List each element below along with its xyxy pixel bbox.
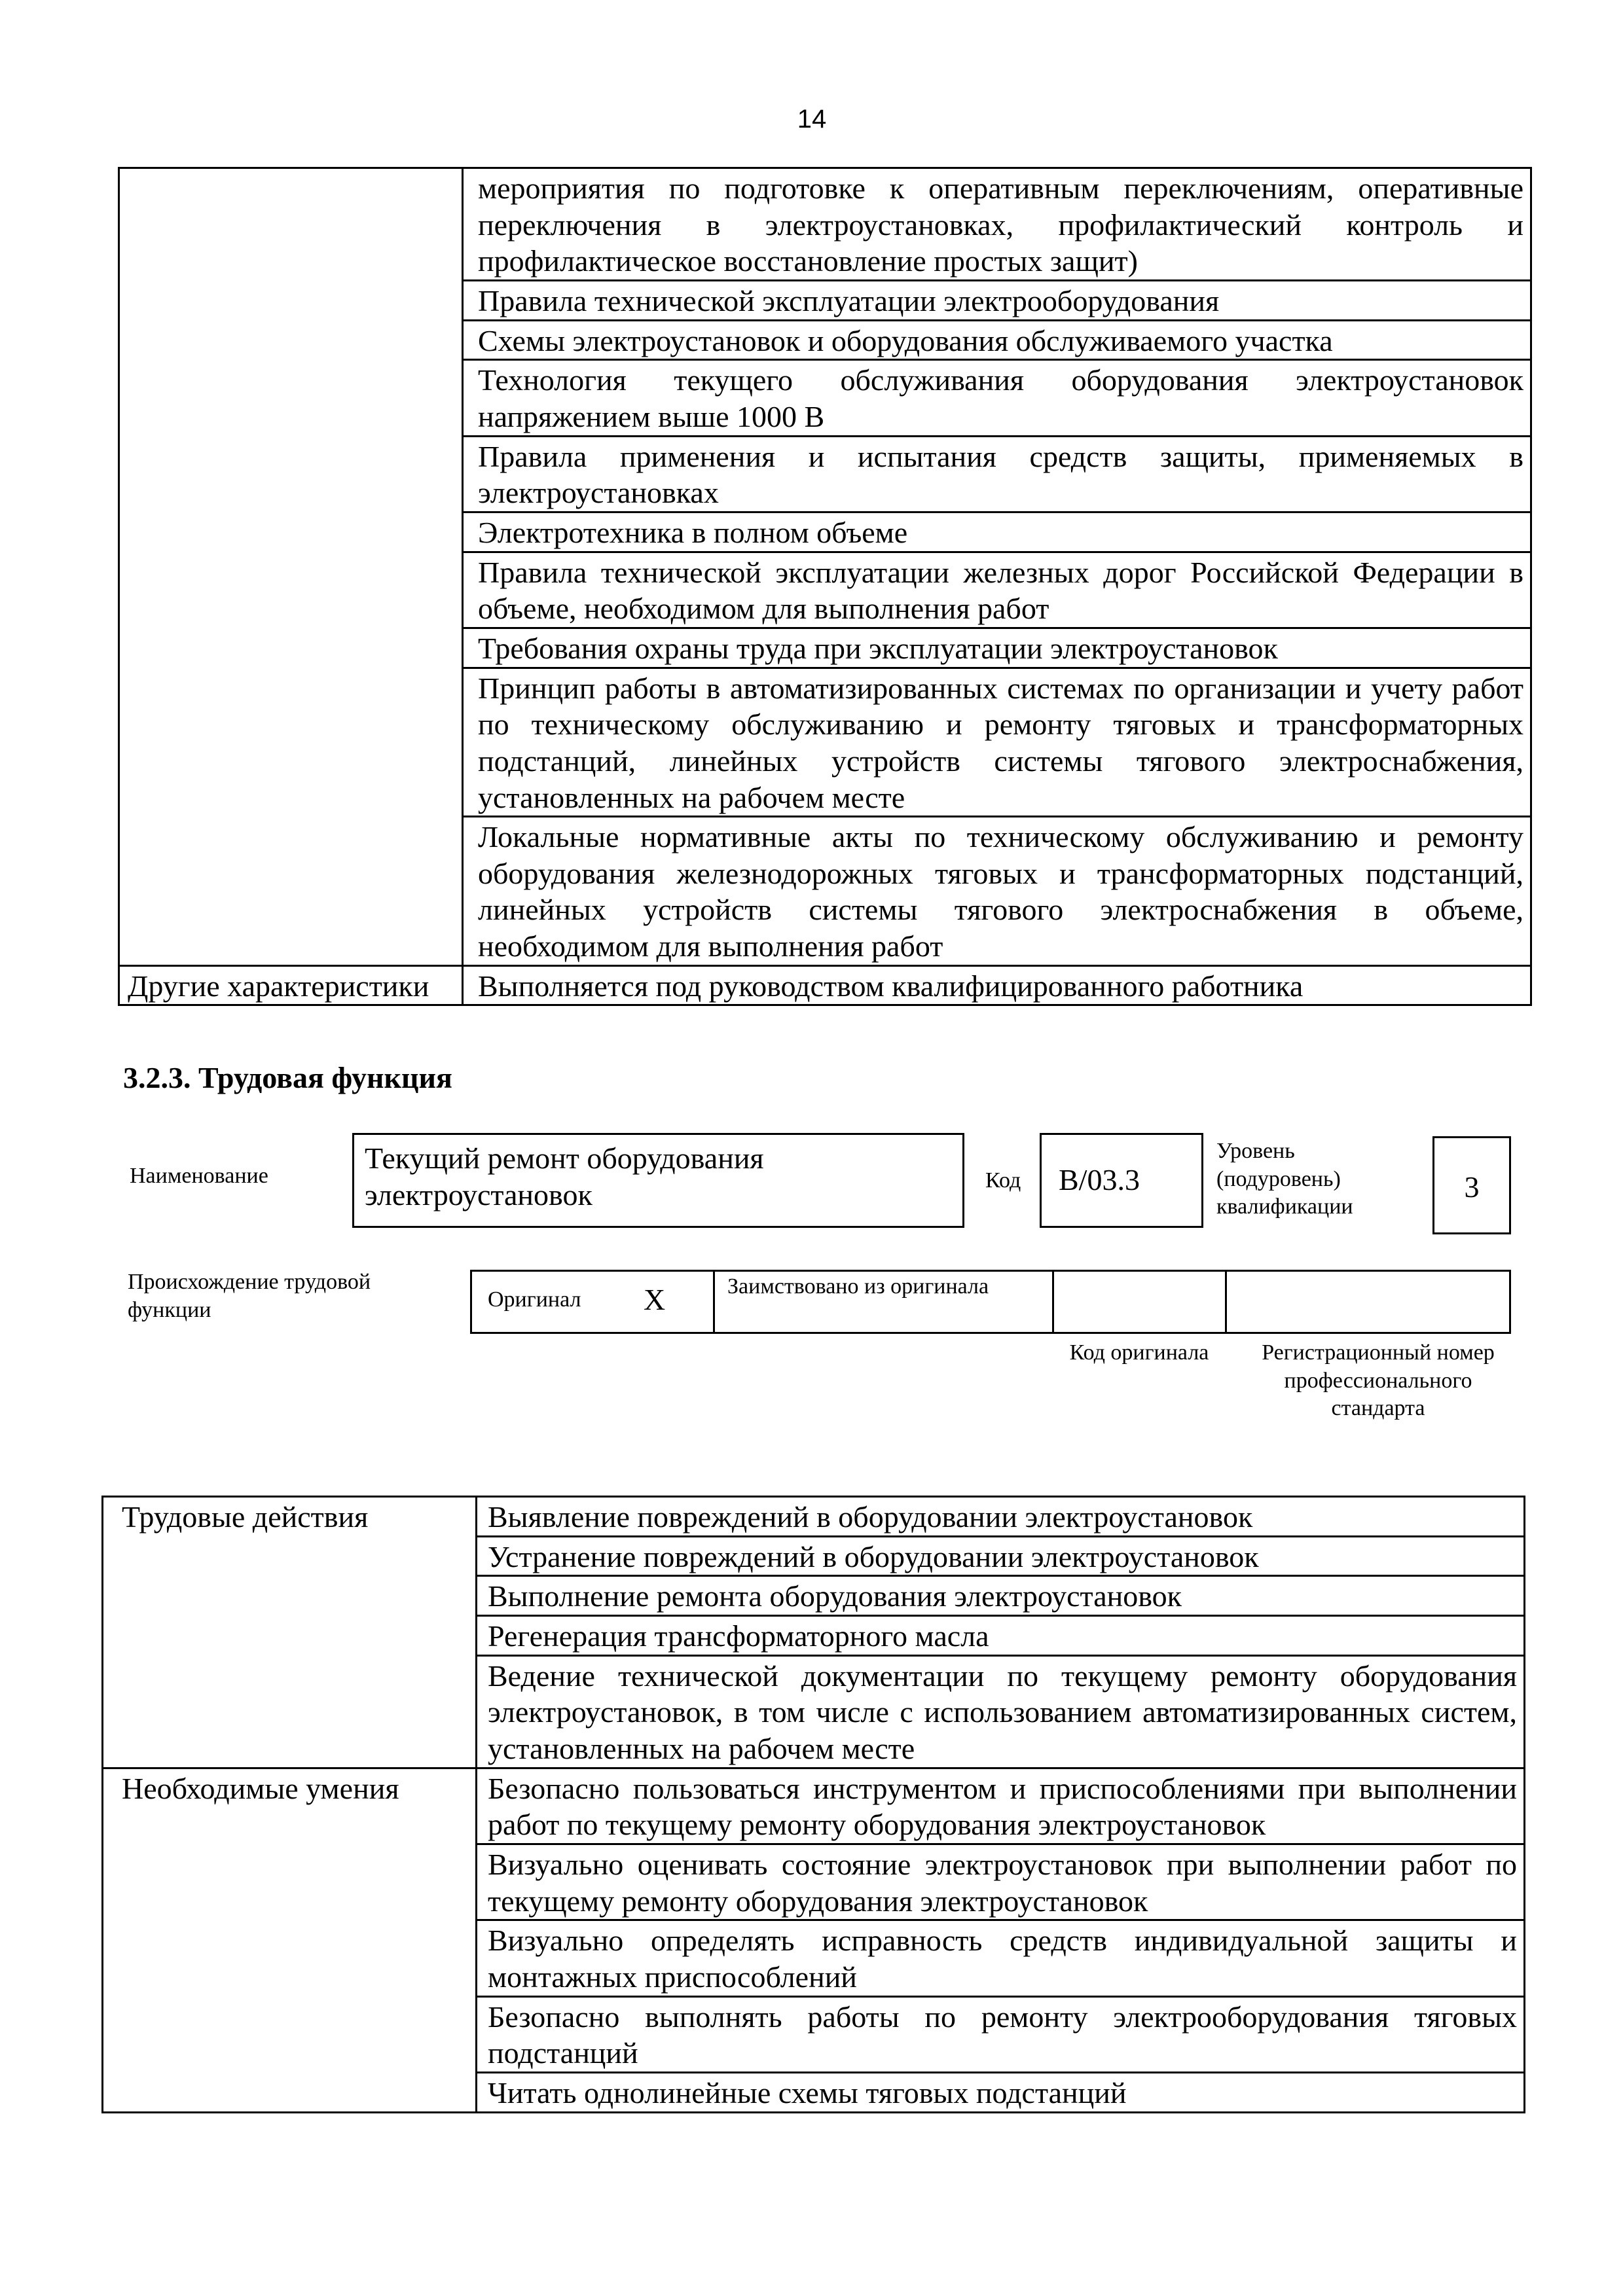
origin-divider: [1225, 1272, 1227, 1332]
table-cell: Электротехника в полном объеме: [463, 512, 1531, 552]
table-cell: Читать однолинейные схемы тяговых подстанций: [477, 2072, 1525, 2112]
table-cell: Выявление повреждений в оборудовании электроустановок: [477, 1497, 1525, 1537]
original-label: Оригинал: [488, 1287, 581, 1312]
origin-label: Происхождение трудовой функции: [128, 1270, 371, 1322]
table-cell: Технология текущего обслуживания оборудования электроустановок напряжением выше 1000 В: [463, 360, 1531, 436]
reg-number-caption: Регистрационный номер профессионального стандарта: [1262, 1340, 1495, 1420]
table-row: [119, 965, 1531, 1005]
table-cell: Визуально определять исправность средств индивидуальной защиты и монтажных приспособлений: [477, 1920, 1525, 1996]
code-label: Код: [985, 1168, 1021, 1193]
page-number: 14: [797, 105, 827, 134]
table-cell: Визуально оценивать состояние электроустановок при выполнении работ по текущему ремонту оборудования электроустановок: [477, 1844, 1525, 1920]
table-row: [103, 1497, 1525, 1537]
level-value-box: [1432, 1136, 1511, 1234]
origin-divider: [713, 1272, 715, 1332]
row-label-cell: Трудовые действия: [103, 1497, 477, 1768]
name-label: Наименование: [130, 1164, 268, 1188]
table-cell: Правила применения и испытания средств защиты, применяемых в электроустановках: [463, 436, 1531, 512]
table-cell: Схемы электроустановок и оборудования обслуживаемого участка: [463, 320, 1531, 360]
code-original-caption: Код оригинала: [1069, 1340, 1209, 1365]
code-value: B/03.3: [1059, 1163, 1140, 1196]
row-label-cell: Другие характеристики: [119, 965, 463, 1005]
table-cell: Выполнение ремонта оборудования электроустановок: [477, 1576, 1525, 1616]
knowledge-table: [118, 167, 1532, 1006]
table-cell: Безопасно выполнять работы по ремонту электрооборудования тяговых подстанций: [477, 1996, 1525, 2072]
level-label: Уровень (подуровень) квалификации: [1216, 1139, 1353, 1219]
table-cell: Безопасно пользоваться инструментом и приспособлениями при выполнении работ по текущему ремонту оборудования электроустановок: [477, 1768, 1525, 1844]
name-value: Текущий ремонт оборудования электроустановок: [365, 1141, 764, 1211]
origin-table: [470, 1270, 1511, 1334]
table-row: [119, 168, 1531, 281]
function-details-table: [101, 1496, 1525, 2113]
origin-divider: [1052, 1272, 1054, 1332]
original-mark: X: [644, 1283, 666, 1316]
row-label-cell: [119, 168, 463, 966]
table-cell: Регенерация трансформаторного масла: [477, 1615, 1525, 1655]
table-cell: Требования охраны труда при эксплуатации электроустановок: [463, 628, 1531, 668]
level-value: 3: [1464, 1170, 1480, 1204]
table-cell: Локальные нормативные акты по техническому обслуживанию и ремонту оборудования железнодорожных тяговых и трансформаторных подстанций, линейных устройств системы тягового электроснабжения в объеме, необходимом для выполнения работ: [463, 817, 1531, 966]
table-cell: мероприятия по подготовке к оперативным переключениям, оперативные переключения в электроустановках, профилактический контроль и профилактическое восстановление простых защит): [463, 168, 1531, 281]
row-label-cell: Необходимые умения: [103, 1768, 477, 2112]
table-cell: Выполняется под руководством квалифицированного работника: [463, 965, 1531, 1005]
table-cell: Правила технической эксплуатации железных дорог Российской Федерации в объеме, необходимом для выполнения работ: [463, 552, 1531, 628]
table-cell: Правила технической эксплуатации электрооборудования: [463, 280, 1531, 320]
table-cell: Принцип работы в автоматизированных системах по организации и учету работ по техническому обслуживанию и ремонту тяговых и трансформаторных подстанций, линейных устройств системы тягового электроснабжения, установленных на рабочем месте: [463, 668, 1531, 817]
borrowed-label: Заимствовано из оригинала: [727, 1274, 989, 1299]
table-row: [103, 1768, 1525, 1844]
code-value-box: [1040, 1133, 1203, 1228]
name-value-box: [352, 1133, 964, 1228]
table-cell: Ведение технической документации по текущему ремонту оборудования электроустановок, в том числе с использованием автоматизированных систем, установленных на рабочем месте: [477, 1655, 1525, 1768]
section-title: 3.2.3. Трудовая функция: [123, 1061, 452, 1094]
table-cell: Устранение повреждений в оборудовании электроустановок: [477, 1536, 1525, 1576]
